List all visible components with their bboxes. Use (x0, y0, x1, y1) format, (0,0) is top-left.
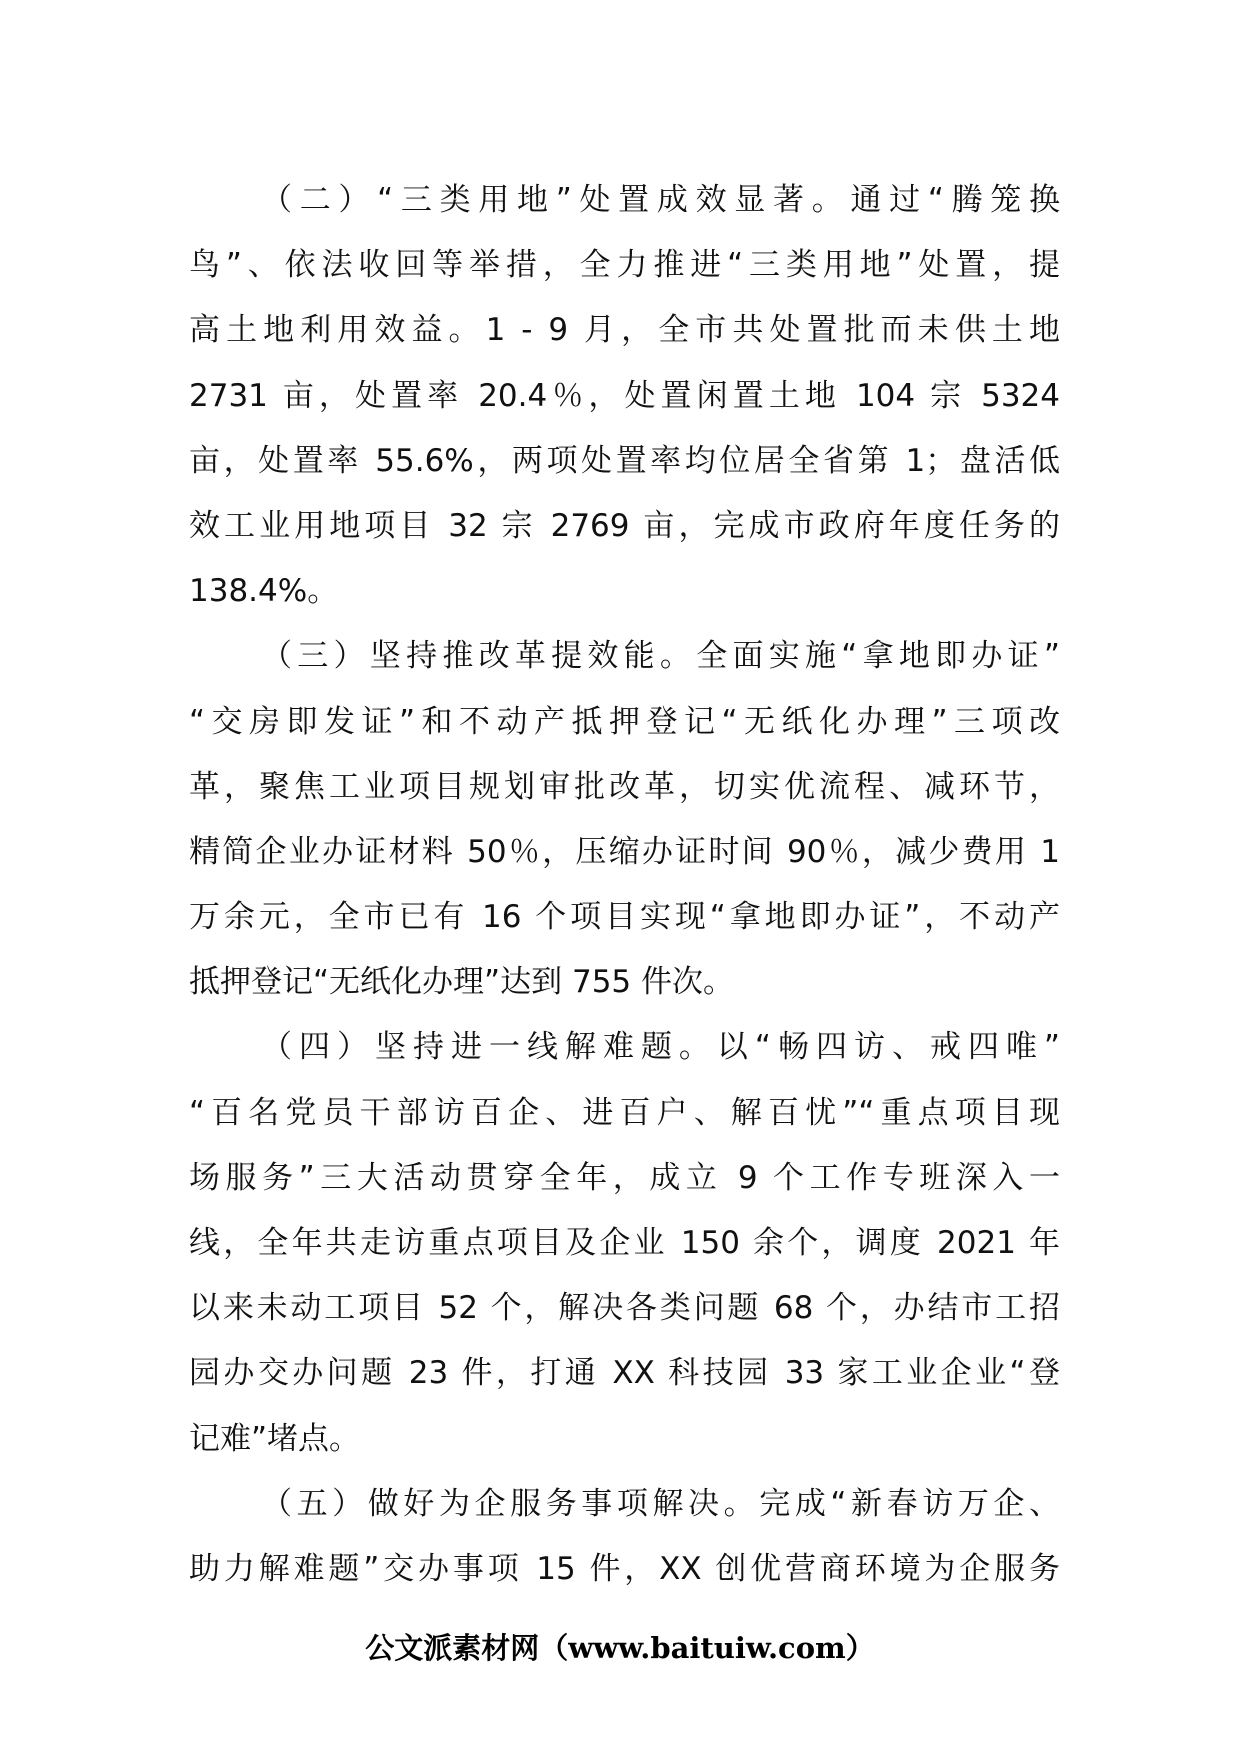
paragraph-line: （三）坚持推改革提效能。全面实施“拿地即办证” (261, 638, 1060, 675)
paragraph-line: “百名党员干部访百企、进百户、解百忧”“重点项目现 (189, 1094, 1060, 1131)
paragraph-line: 线，全年共走访重点项目及企业 150 余个，调度 2021 年 (189, 1225, 1060, 1261)
paragraph-3 (189, 624, 1060, 1015)
paragraph-line: 助力解难题”交办事项 15 件，XX 创优营商环境为企服务 (189, 1550, 1060, 1587)
paragraph-line: 抵押登记“无纸化办理”达到 755 件次。 (189, 964, 734, 1001)
paragraph-line: 万余元，全市已有 16 个项目实现“拿地即办证”，不动产 (189, 899, 1060, 936)
paragraph-line: 革，聚焦工业项目规划审批改革，切实优流程、减环节， (189, 768, 1060, 805)
paragraph-line: 高土地利用效益。1 - 9 月，全市共处置批而未供土地 (189, 312, 1060, 349)
paragraph-5 (189, 1472, 1060, 1602)
paragraph-4 (189, 1015, 1060, 1471)
paragraph-line: （四）坚持进一线解难题。以“畅四访、戒四唯” (261, 1029, 1060, 1066)
paragraph-line: 鸟”、依法收回等举措，全力推进“三类用地”处置，提 (189, 247, 1060, 284)
paragraph-line: 精简企业办证材料 50％，压缩办证时间 90％，减少费用 1 (189, 833, 1060, 870)
paragraph-line: 园办交办问题 23 件，打通 XX 科技园 33 家工业企业“登 (189, 1355, 1060, 1392)
paragraph-line: “交房即发证”和不动产抵押登记“无纸化办理”三项改 (189, 703, 1060, 740)
paragraph-line: 记难”堵点。 (189, 1420, 361, 1457)
document-body (189, 168, 1060, 1602)
paragraph-line: 效工业用地项目 32 宗 2769 亩，完成市政府年度任务的 (189, 507, 1060, 544)
paragraph-line: （五）做好为企服务事项解决。完成“新春访万企、 (261, 1485, 1060, 1522)
paragraph-line: 场服务”三大活动贯穿全年，成立 9 个工作专班深入一 (189, 1159, 1060, 1196)
paragraph-line: （二）“三类用地”处置成效显著。通过“腾笼换 (261, 182, 1060, 218)
paragraph-line: 2731 亩，处置率 20.4％，处置闲置土地 104 宗 5324 (189, 377, 1060, 414)
page-footer-watermark: 公文派素材网（www.baituiw.com） (365, 1631, 875, 1665)
paragraph-line: 138.4%。 (189, 573, 339, 610)
paragraph-line: 亩，处置率 55.6%，两项处置率均位居全省第 1；盘活低 (189, 442, 1060, 479)
paragraph-line: 以来未动工项目 52 个，解决各类问题 68 个，办结市工招 (189, 1290, 1060, 1327)
paragraph-2 (189, 168, 1060, 624)
